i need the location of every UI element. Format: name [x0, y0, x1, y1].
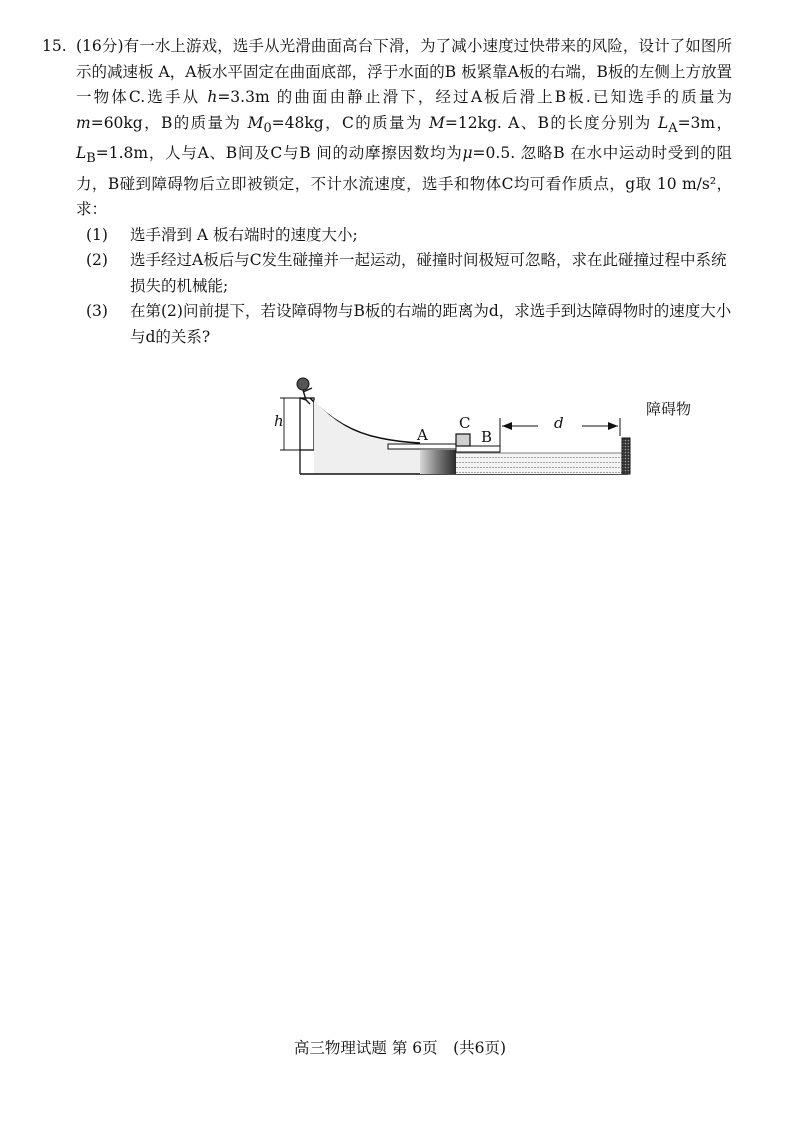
- label-h: h: [274, 412, 284, 430]
- person-head: [297, 378, 309, 390]
- board-a: [388, 444, 456, 449]
- var-LB: L: [76, 144, 87, 163]
- diagram-drawing: [270, 370, 730, 485]
- label-d: d: [554, 414, 564, 432]
- obstacle: [622, 438, 630, 474]
- question-body: (16分)有一水上游戏，选手从光滑曲面高台下滑，为了减小速度过快带来的风险，设计了如图所示的减速板 A，A板水平固定在曲面底部，浮于水面的B 板紧靠A板的右端，B板的左侧上方放置一物体C.选手从 h=3.3m 的曲面由静止滑下，经过A板后滑上B板.已知选手的质量为 m=60kg，B的质量为 $M_0=48kg$，C的质量为 M=12kg. A、B的长度分别为 $L_A=3m$，$L_B=1.8m$，人与A、B间及C与B 间的动摩擦因数均为μ=0.5. 忽略B 在水中运动时受到的阻力，B碰到障碍物后立即被锁定，不计水流速度，选手和物体C均可看作质点，g取 10 m/s²，求：: [76, 37, 732, 219]
- label-a: A: [417, 426, 428, 444]
- label-obstacle: 障碍物: [646, 400, 692, 418]
- page-footer: 高三物理试题 第 6页 (共6页): [293, 1039, 507, 1057]
- var-mu: μ: [462, 144, 473, 163]
- question-number: 15.: [42, 37, 67, 55]
- var-M: M: [429, 113, 445, 132]
- board-b: [456, 446, 500, 452]
- tower: [300, 398, 314, 450]
- subquestion-1: (1) 选手滑到 A 板右端时的速度大小;: [86, 225, 358, 244]
- person-body: [300, 388, 312, 404]
- var-m: m: [76, 113, 91, 132]
- var-LA: L: [657, 113, 669, 132]
- g-value: 10 m/s²: [656, 174, 717, 193]
- label-c: C: [459, 414, 471, 432]
- foundation-under-a: [420, 450, 456, 474]
- water: [456, 453, 622, 474]
- question-15: [42, 34, 732, 350]
- d-arrowhead-right: [608, 422, 618, 430]
- d-arrowhead-left: [502, 422, 512, 430]
- slide-body: [314, 400, 420, 474]
- object-c: [456, 434, 470, 446]
- var-M0: M: [247, 113, 264, 132]
- subquestion-3: (3) 在第(2)问前提下，若设障碍物与B板的右端的距离为d，求选手到达障碍物时的速度大小与d的关系?: [86, 302, 732, 346]
- var-h: h: [207, 88, 218, 106]
- physics-diagram: [270, 370, 730, 485]
- question-stem: [42, 34, 732, 223]
- subquestion-list: [42, 223, 732, 351]
- label-b: B: [481, 428, 493, 446]
- subquestion-2: (2) 选手经过A板后与C发生碰撞并一起运动，碰撞时间极短可忽略，求在此碰撞过程中系统损失的机械能;: [86, 251, 727, 295]
